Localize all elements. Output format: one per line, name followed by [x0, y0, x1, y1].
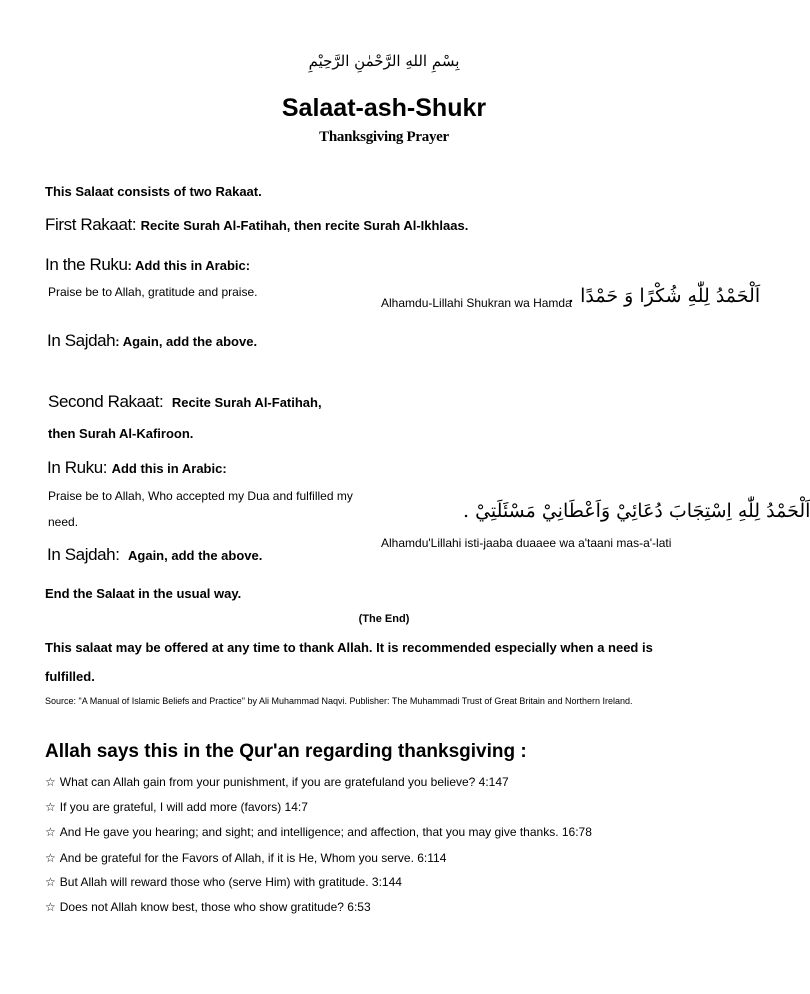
list-item — [45, 851, 446, 865]
ruku2-transliteration: Alhamdu'Lillahi isti-jaaba duaaee wa a'taani mas-a'-lati — [381, 536, 672, 550]
first-rakaat-section — [45, 215, 468, 235]
star-icon: ☆ — [45, 775, 56, 789]
star-icon: ☆ — [45, 851, 56, 865]
bismillah: بِسْمِ اللهِ الرَّحْمٰنِ الرَّحِيْمِ — [308, 52, 460, 70]
verse-text: But Allah will reward those who (serve Him) with gratitude. 3:144 — [59, 875, 402, 889]
page-title: Salaat-ash-Shukr — [281, 94, 487, 122]
ruku1-transliteration: Alhamdu-Lillahi Shukran wa Hamda — [381, 296, 572, 310]
verse-text: If you are grateful, I will add more (favors) 14:7 — [59, 800, 308, 814]
verse-text: What can Allah gain from your punishment, if you are gratefuland you believe? 4:147 — [59, 775, 509, 789]
first-rakaat-label: First Rakaat: — [45, 215, 137, 234]
verse-text: And be grateful for the Favors of Allah, if it is He, Whom you serve. 6:114 — [59, 851, 447, 865]
second-rakaat-section — [48, 392, 322, 412]
sajdah2-label: In Sajdah: — [47, 545, 120, 564]
ruku2-translation-line1: Praise be to Allah, Who accepted my Dua and fulfilled my — [48, 489, 353, 503]
second-rakaat-label: Second Rakaat: — [48, 392, 164, 411]
verse-text: And He gave you hearing; and sight; and intelligence; and affection, that you may give thanks. 16:78 — [59, 825, 592, 839]
second-rakaat-text-line1: Recite Surah Al-Fatihah, — [171, 395, 322, 410]
ruku2-arabic: اَلْحَمْدُ لِلّٰهِ اِسْتِجَابَ دُعَائِيْ وَاَعْطَانِيْ مَسْئَلَتِيْ . — [463, 500, 810, 522]
star-icon: ☆ — [45, 825, 56, 839]
star-icon: ☆ — [45, 800, 56, 814]
end-salaat-text: End the Salaat in the usual way. — [45, 586, 242, 601]
sajdah1-label: In Sajdah — [47, 331, 116, 350]
note-line1: This salaat may be offered at any time to thank Allah. It is recommended especially when a need is — [45, 640, 653, 655]
quran-heading: Allah says this in the Qur'an regarding thanksgiving : — [45, 741, 527, 762]
sajdah2-section — [47, 545, 262, 565]
ruku1-text: : Add this in Arabic: — [127, 258, 251, 273]
list-item — [45, 825, 592, 839]
sajdah2-text: Again, add the above. — [128, 548, 263, 563]
first-rakaat-text: Recite Surah Al-Fatihah, then recite Surah Al-Ikhlaas. — [140, 218, 469, 233]
list-item — [45, 900, 371, 914]
ruku2-section — [47, 458, 227, 478]
star-icon: ☆ — [45, 875, 56, 889]
star-icon: ☆ — [45, 900, 56, 914]
ruku1-section — [45, 255, 250, 275]
second-rakaat-text-line2: then Surah Al-Kafiroon. — [48, 426, 194, 441]
sajdah1-text: : Again, add the above. — [115, 334, 258, 349]
ruku1-translation: Praise be to Allah, gratitude and praise. — [48, 285, 258, 299]
list-item — [45, 775, 509, 789]
ruku2-text: Add this in Arabic: — [111, 461, 227, 476]
list-item — [45, 875, 402, 889]
the-end-text: (The End) — [358, 613, 410, 625]
sajdah1-section — [47, 331, 257, 351]
ruku2-translation-line2: need. — [48, 515, 79, 529]
page-subtitle: Thanksgiving Prayer — [319, 129, 449, 145]
intro-text: This Salaat consists of two Rakaat. — [45, 184, 262, 199]
source-citation: Source: "A Manual of Islamic Beliefs and Practice" by Ali Muhammad Naqvi. Publisher: The Muhammadi Trust of Great Britain and Northern Ireland. — [45, 696, 633, 706]
ruku2-label: In Ruku: — [47, 458, 108, 477]
ruku1-label: In the Ruku — [45, 255, 128, 274]
note-line2: fulfilled. — [45, 669, 95, 684]
ruku1-arabic: اَلْحَمْدُ لِلّٰهِ شُكْرًا وَ حَمْدًا . — [568, 285, 761, 307]
verse-text: Does not Allah know best, those who show gratitude? 6:53 — [59, 900, 371, 914]
list-item — [45, 800, 308, 814]
